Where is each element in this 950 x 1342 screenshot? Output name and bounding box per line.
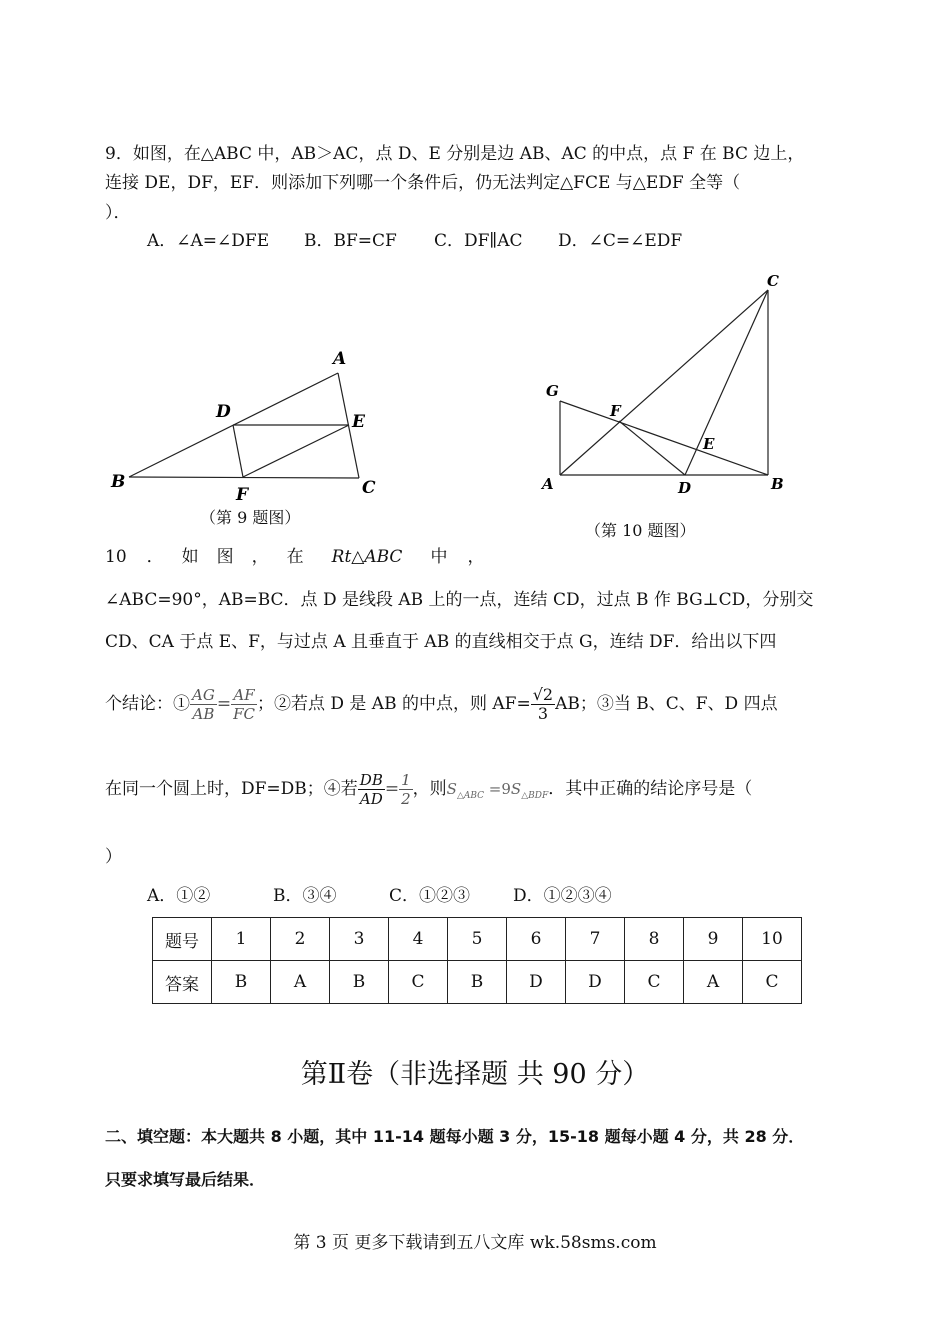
q9-option-b: B．BF=CF <box>304 231 397 251</box>
q10-option-d: D．①②③④ <box>513 886 612 906</box>
answer-table-answer-row <box>153 961 802 1004</box>
table-cell: 5 <box>448 918 507 961</box>
q10-line-6: ） <box>105 847 122 867</box>
table-cell: 6 <box>507 918 566 961</box>
q10-line-1: 10 ． 如 图 ， 在 Rt△ABC 中 ， <box>105 547 485 567</box>
q10-option-c: C．①②③ <box>389 886 471 906</box>
q9-line-2: 连接 DE，DF，EF．则添加下列哪一个条件后，仍无法判定△FCE 与△EDF 全等（ <box>105 173 741 193</box>
row-header-answer: 答案 <box>153 961 212 1004</box>
table-cell: 8 <box>625 918 684 961</box>
q10-number: 10 <box>105 547 127 567</box>
q10-line-3: CD、CA 于点 E、F，与过点 A 且垂直于 AB 的直线相交于点 G，连结 DF．给出以下四 <box>105 632 777 652</box>
q9-option-d: D．∠C=∠EDF <box>558 231 683 251</box>
table-cell: B <box>448 961 507 1004</box>
fig10-label-a: A <box>542 475 554 493</box>
fig10-label-b: B <box>771 475 784 493</box>
area-bdf: $S_{\triangle BDF}$ <box>510 780 549 801</box>
table-cell: D <box>507 961 566 1004</box>
q10-line-2: ∠ABC=90°，AB=BC．点 D 是线段 AB 上的一点，连结 CD，过点 B 作 BG⊥CD，分别交 <box>105 590 814 610</box>
q10-line-5: 在同一个圆上时，DF=DB；④若 $\frac{DB}{AD}$ = $\frac{1}{2}$ ，则$S_{\triangle ABC} =9S_{\triangle BDF}$．其中正确的结论序号是（ <box>105 771 753 808</box>
section-instruction-2: 只要求填写最后结果． <box>105 1170 266 1189</box>
fraction-sqrt2-3: $\frac{√2}{3}$ <box>532 685 554 723</box>
q10-line-4: 个结论：① $\frac{AG}{AB}$ = $\frac{AF}{FC}$ ；②若点 D 是 AB 的中点，则 AF= $\frac{√2}{3}$ AB；③当 B、C、F、D 四点 <box>105 685 778 723</box>
table-cell: 4 <box>389 918 448 961</box>
fraction-af-fc: $\frac{AF}{FC}$ <box>233 686 255 723</box>
fig10-label-d: D <box>678 479 692 497</box>
table-cell: C <box>389 961 448 1004</box>
q9-figure <box>0 0 950 560</box>
fig10-label-f: F <box>610 402 621 420</box>
table-cell: B <box>212 961 271 1004</box>
fig9-label-d: D <box>216 402 231 422</box>
q9-option-a: A．∠A=∠DFE <box>147 231 270 251</box>
fig9-label-b: B <box>111 472 126 492</box>
table-cell: 9 <box>684 918 743 961</box>
table-cell: 10 <box>743 918 802 961</box>
fig9-label-a: A <box>333 349 347 369</box>
q9-figure-caption: （第 9 题图） <box>200 508 301 527</box>
page-footer: 第 3 页 更多下载请到五八文库 wk.58sms.com <box>293 1233 657 1253</box>
answer-table-number-row <box>153 918 802 961</box>
q10-option-b: B．③④ <box>273 886 337 906</box>
fraction-1-2: $\frac{1}{2}$ <box>401 771 411 808</box>
fig9-label-f: F <box>236 485 249 505</box>
fig10-label-c: C <box>767 272 779 290</box>
q9-option-c: C．DF∥AC <box>434 231 523 251</box>
answer-table <box>152 917 802 1004</box>
table-cell: C <box>743 961 802 1004</box>
table-cell: 7 <box>566 918 625 961</box>
q10-option-a: A．①② <box>147 886 211 906</box>
fig9-label-c: C <box>362 478 376 498</box>
fig10-label-g: G <box>546 382 559 400</box>
area-abc: $S_{\triangle ABC}$ <box>446 780 485 801</box>
table-cell: 3 <box>330 918 389 961</box>
fraction-ag-ab: $\frac{AG}{AB}$ <box>192 686 215 723</box>
row-header-number: 题号 <box>153 918 212 961</box>
table-cell: A <box>684 961 743 1004</box>
fig9-label-e: E <box>352 412 365 432</box>
fraction-db-ad: $\frac{DB}{AD}$ <box>359 771 383 808</box>
q9-line-3: ）． <box>105 203 131 223</box>
table-cell: D <box>566 961 625 1004</box>
table-cell: A <box>271 961 330 1004</box>
table-cell: 1 <box>212 918 271 961</box>
table-cell: C <box>625 961 684 1004</box>
q10-figure-caption: （第 10 题图） <box>585 521 696 540</box>
section-title: 第Ⅱ卷（非选择题 共 90 分） <box>300 1059 650 1090</box>
section-instruction-1: 二、填空题：本大题共 8 小题，其中 11-14 题每小题 3 分，15-18 题每小题 4 分，共 28 分． <box>105 1127 805 1146</box>
table-cell: 2 <box>271 918 330 961</box>
q9-line-1: 9．如图，在△ABC 中，AB＞AC，点 D、E 分别是边 AB、AC 的中点，点 F 在 BC 边上， <box>105 144 805 164</box>
fig10-label-e: E <box>703 435 715 453</box>
table-cell: B <box>330 961 389 1004</box>
